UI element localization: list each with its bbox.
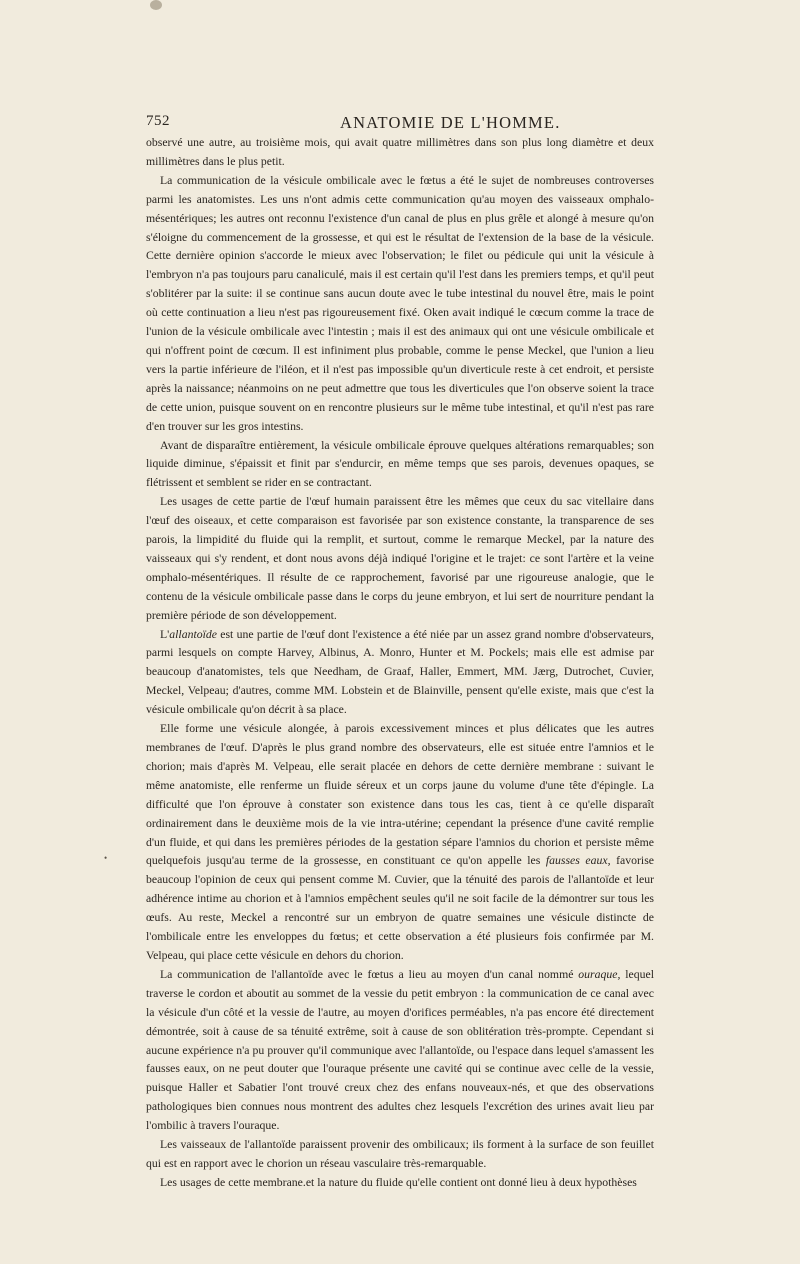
paragraph [146,172,654,437]
paragraph [146,437,654,494]
italic-term: fausses eaux, [545,854,611,868]
text-run: observé une autre, au troisième mois, qui avait quatre millimètres dans son plus long diamètre et deux millimètres dans le plus petit. [146,136,654,168]
text-run: La communication de l'allantoïde avec le fœtus a lieu au moyen d'un canal nommé [160,967,579,981]
text-run: lequel traverse le cordon et aboutit au sommet de la vessie du petit embryon : la communication de ce canal avec la vésicule d'un côté et la vessie de l'autre, au moyen d'orifices perméables, n'a pas encore été directement démontrée, soit à cause de sa ténuité extrême, soit à cause de son oblitération très-prompte. Cependant si aucune expérience n'a pu prouver qu'il communique avec l'allantoïde, ou l'espace dans lequel s'amassent les fausses eaux, on ne peut douter que l'ouraque présente une cavité qui se continue avec celle de la vessie, puisque Haller et Sabatier l'ont trouvé creux chez des enfans nouveaux-nés, et que des observations pathologiques bien connues nous montrent des adultes chez lesquels l'excrétion des urines avait lieu par l'ombilic à travers l'ouraque. [146,967,654,1133]
paper-stain [150,0,162,10]
paragraph [146,134,654,172]
text-run: favorise beaucoup l'opinion de ceux qui pensent comme M. Cuvier, que la ténuité des parois de l'allantoïde et leur adhérence intime au chorion et à l'amnios empêchent seules qu'il ne soit facile de la démontrer sur tous les œufs. Au reste, Meckel a rencontré sur un embryon de quatre semaines une vésicule distincte de l'ombilicale entre les enveloppes du fœtus; et cette observation a été plusieurs fois confirmée par M. Velpeau, qui place cette vésicule en dehors du chorion. [146,854,654,962]
page-body-text [146,134,654,1193]
text-run: Les vaisseaux de l'allantoïde paraissent provenir des ombilicaux; ils forment à la surface de son feuillet qui est en rapport avec le chorion un réseau vasculaire très-remarquable. [146,1138,654,1170]
running-title: ANATOMIE DE L'HOMME. [340,113,561,132]
text-run: L' [160,627,170,641]
paragraph [146,1136,654,1174]
paragraph [146,720,654,966]
italic-term: ouraque, [578,967,621,981]
paragraph [146,493,654,625]
paragraph [146,626,654,721]
text-run: est une partie de l'œuf dont l'existence a été niée par un assez grand nombre d'observateurs, parmi lesquels on compte Harvey, Albinus, A. Monro, Hunter et M. Pockels; mais elle est admise par beaucoup d'anatomistes, tels que Needham, de Graaf, Haller, Emmert, MM. Jærg, Dutrochet, Cuvier, Meckel, Velpeau; d'autres, comme MM. Lobstein et de Blainville, pensent qu'elle existe, mais que c'est la vésicule ombilicale qu'on décrit à sa place. [146,627,654,717]
italic-term: allantoïde [169,627,217,641]
paragraph [146,966,654,1136]
text-run: Les usages de cette partie de l'œuf humain paraissent être les mêmes que ceux du sac vitellaire dans l'œuf des oiseaux, et cette comparaison est favorisée par son existence constante, la transparence de ses parois, la limpidité du fluide qui la remplit, et surtout, comme le remarque Meckel, par la nature des vaisseaux qui s'y rendent, et dont nous avons déjà indiqué l'origine et le trajet: ce sont l'artère et la veine omphalo-mésentériques. Il résulte de ce rapprochement, favorisé par une rigoureuse analogie, que le contenu de la vésicule ombilicale passe dans le corps du jeune embryon, et lui sert de nourriture pendant la première période de son développement. [146,495,654,622]
paragraph [146,1174,654,1193]
stray-mark: • [104,853,108,863]
text-run: La communication de la vésicule ombilicale avec le fœtus a été le sujet de nombreuses controverses parmi les anatomistes. Les uns n'ont admis cette communication qu'au moyen des vaisseaux omphalo-mésentériques; les autres ont reconnu l'existence d'un canal de plus en plus grêle et alongé à mesure qu'on s'éloigne du commencement de la grossesse, et qui est le résultat de l'extension de la base de la vésicule. Cette dernière opinion s'accorde le mieux avec l'observation; le filet ou pédicule qui unit la vésicule à l'embryon n'a pas toujours paru canaliculé, mais il est certain qu'il l'est dans les premiers temps, et qu'il peut s'oblitérer par la suite: il se continue sans aucun doute avec le tube intestinal du nouvel être, mais le point où cette continuation a lieu n'est pas rigoureusement fixé. Oken avait indiqué le cœcum comme la trace de l'union de la vésicule ombilicale avec l'intestin ; mais il est des animaux qui ont une vésicule ombilicale et qui n'offrent point de cœcum. Il est infiniment plus probable, comme le pense Meckel, que l'union a lieu vers la partie inférieure de l'iléon, et il n'est pas impossible qu'un diverticule reste à cet endroit, et persiste après la naissance; néanmoins on ne peut admettre que tous les diverticules que l'on observe soient la trace de cette union, puisque souvent on en rencontre plusieurs sur le même tube intestinal, et qu'il n'est pas rare d'en trouver sur les gros intestins. [146,173,654,433]
text-run: Elle forme une vésicule alongée, à parois excessivement minces et plus délicates que les autres membranes de l'œuf. D'après le plus grand nombre des observateurs, elle est située entre l'amnios et le chorion; mais d'après M. Velpeau, elle serait placée en dehors de cette dernière membrane : suivant le même anatomiste, elle renferme un fluide séreux et un corps jaune du volume d'une tête d'épingle. La difficulté que l'on éprouve à constater son existence dans tous les cas, tient à ce qu'elle disparaît ordinairement dans le deuxième mois de la vie intra-utérine; cependant la présence d'une cavité remplie d'un fluide, et qui dans les premières périodes de la gestation sépare l'amnios du chorion et persiste même quelquefois jusqu'au terme de la grossesse, en constituant ce qu'on appelle les [146,722,654,868]
text-run: Avant de disparaître entièrement, la vésicule ombilicale éprouve quelques altérations remarquables; son liquide diminue, s'épaissit et finit par s'endurcir, en même temps que ses parois, devenues opaques, se flétrissent et semblent se rider en se contractant. [146,438,654,490]
text-run: Les usages de cette membrane.et la nature du fluide qu'elle contient ont donné lieu à deux hypothèses [160,1175,637,1189]
page-number: 752 [146,113,170,129]
